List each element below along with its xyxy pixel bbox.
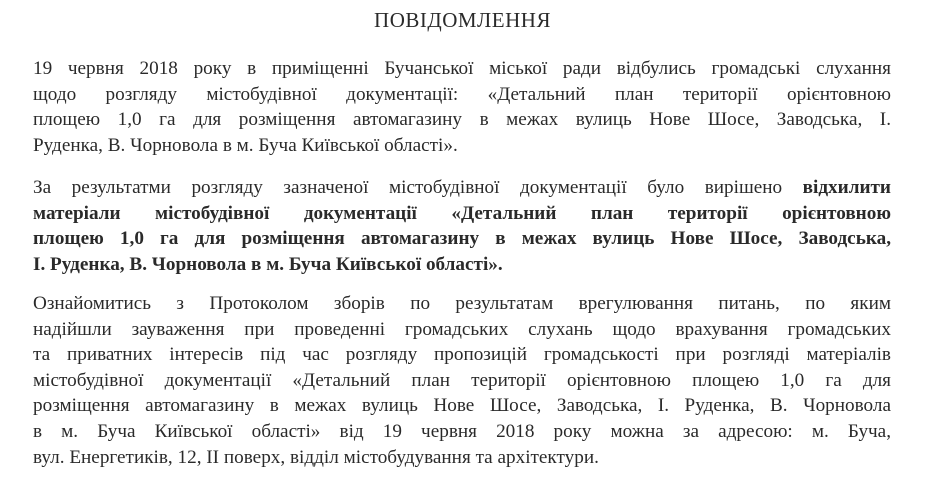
text-line: площею 1,0 га для розміщення автомагазину в межах вулиць Нове Шосе, Заводська, І. <box>33 109 891 131</box>
decision-bold-text: відхилити <box>802 177 891 198</box>
text-line: розміщення автомагазину в межах вулиць Нове Шосе, Заводська, І. Руденка, В. Чорновола <box>33 395 891 417</box>
paragraph-protocol <box>33 291 891 470</box>
text-line: в м. Буча Київської області» від 19 червня 2018 року можна за адресою: м. Буча, <box>33 420 891 442</box>
text-line-bold: І. Руденка, В. Чорновола в м. Буча Київської області». <box>33 253 503 275</box>
text-line: Ознайомитись з Протоколом зборів по результатам врегулювання питань, по яким <box>33 293 891 314</box>
paragraph-hearing-info <box>33 56 891 158</box>
text-line: містобудівної документації «Детальний план території орієнтовною площею 1,0 га для <box>33 369 891 391</box>
text-line <box>33 175 891 201</box>
text-line: та приватних інтересів під час розгляду пропозицій громадськості при розгляді матеріалів <box>33 344 891 366</box>
paragraph-decision <box>33 175 891 277</box>
text-line-bold: матеріали містобудівної документації «Детальний план території орієнтовною <box>33 202 891 224</box>
text-line: щодо розгляду містобудівної документації: «Детальний план території орієнтовною <box>33 83 891 105</box>
text-line: надійшли зауваження при проведенні громадських слухань щодо врахування громадських <box>33 318 891 340</box>
text-line: вул. Енергетиків, 12, ІІ поверх, відділ містобудування та архітектури. <box>33 446 599 468</box>
decision-intro-text: За результатми розгляду зазначеної містобудівної документації було вирішено <box>33 177 803 198</box>
notice-title: ПОВІДОМЛЕННЯ <box>374 8 551 32</box>
text-line-bold: площею 1,0 га для розміщення автомагазину в межах вулиць Нове Шосе, Заводська, <box>33 228 891 250</box>
text-line: Руденка, В. Чорновола в м. Буча Київської області». <box>33 134 458 156</box>
text-line: 19 червня 2018 року в приміщенні Бучанської міської ради відбулись громадські слухання <box>33 58 891 79</box>
